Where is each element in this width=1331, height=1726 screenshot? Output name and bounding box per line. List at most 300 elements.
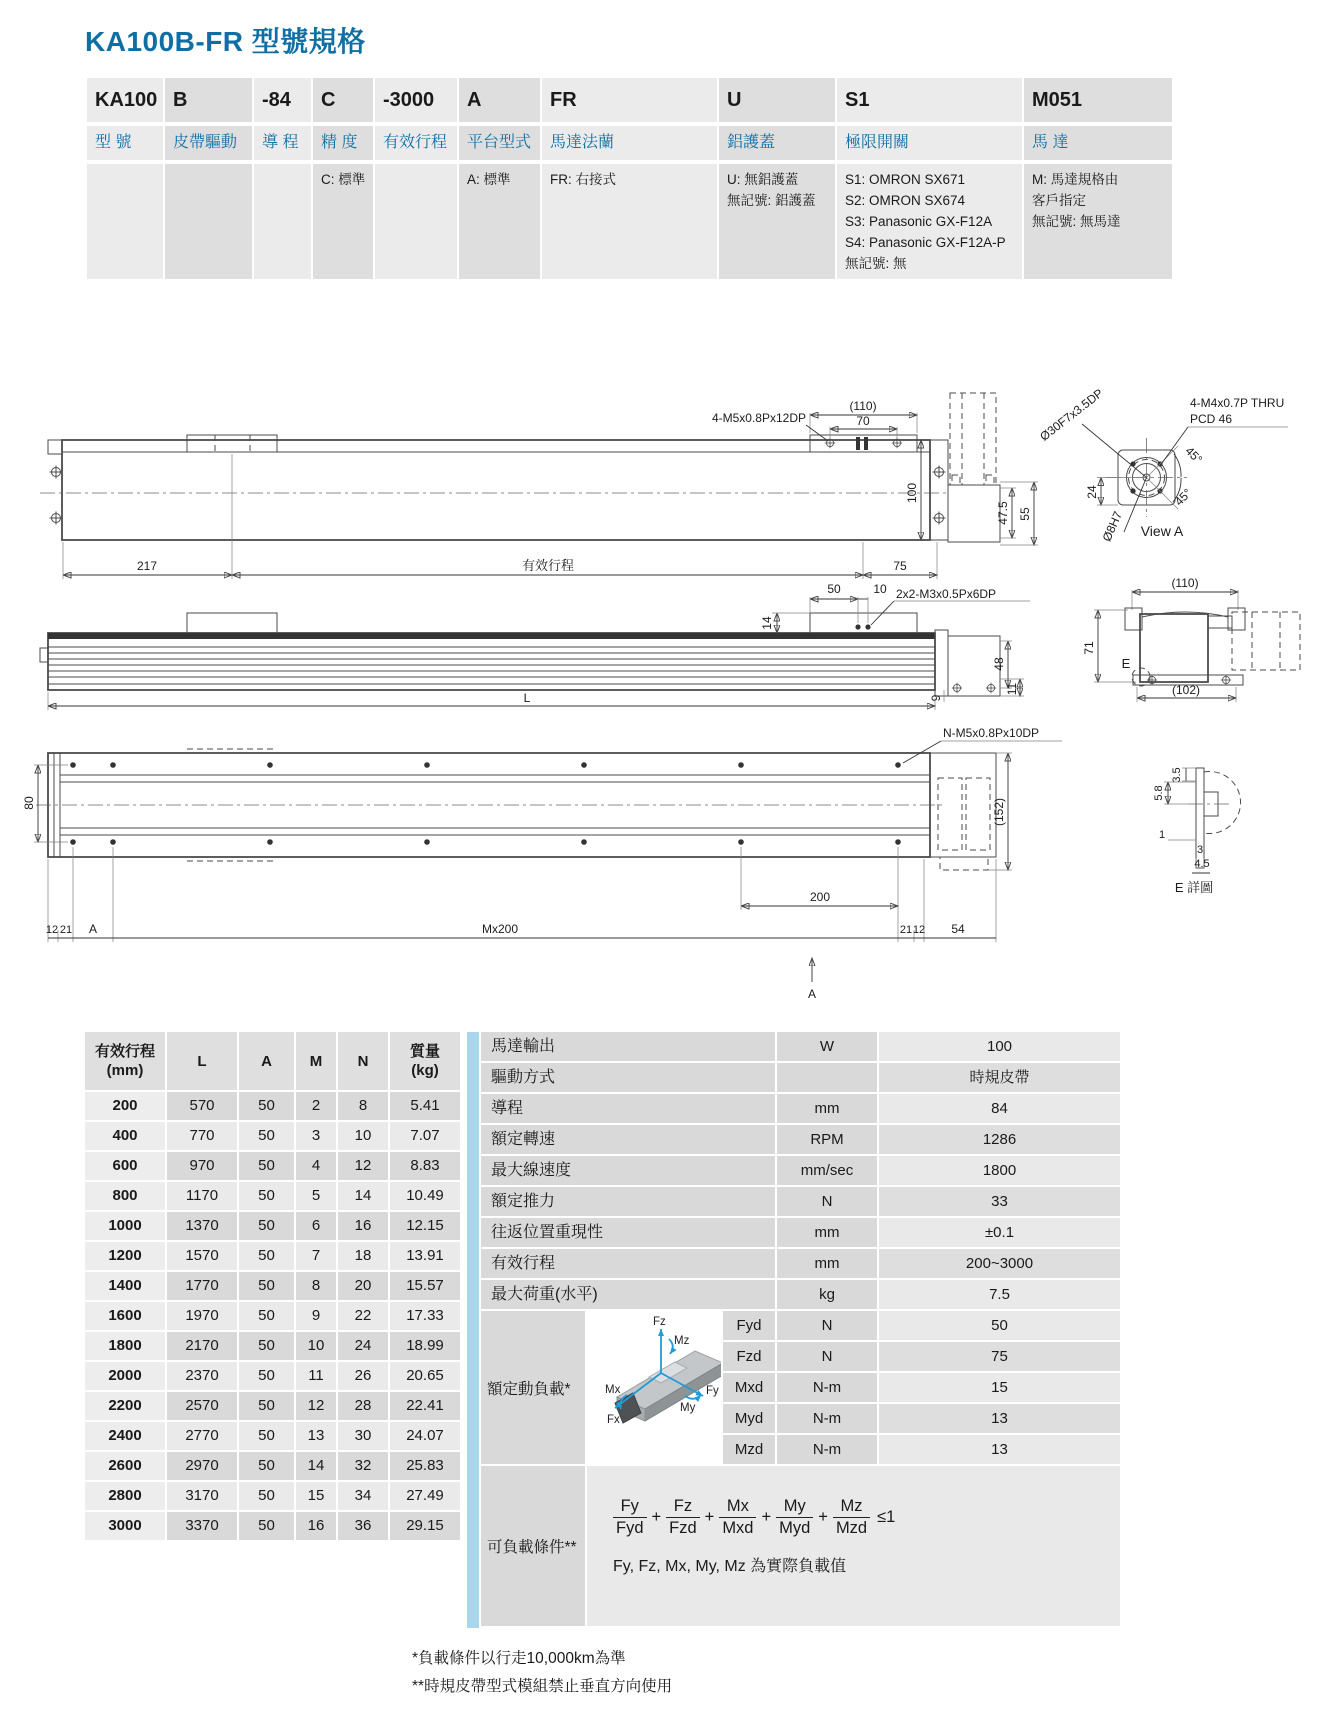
dim-cell: 2970 [167,1452,237,1480]
dim-cell: 2 [296,1092,336,1120]
thread-callout: 4-M5x0.8Px12DP [711,411,806,425]
dim-label: 4.5 [1194,858,1210,870]
dimension-grid [85,1032,460,1540]
screw-icon [933,512,946,525]
spec-unit: mm [777,1218,877,1247]
view-arrow-label: A [807,987,817,1001]
option-line: 無記號: 鋁護蓋 [727,193,816,208]
spec-value: 33 [879,1187,1120,1216]
dim-cell: 29.15 [390,1512,460,1540]
dim-cell: 50 [239,1122,294,1150]
model-part-label: 鋁護蓋 [719,126,835,160]
model-code-cell: S1 [837,78,1022,122]
dim-cell: 50 [239,1422,294,1450]
spec-row [481,1063,1120,1092]
model-part-options [165,164,252,279]
spec-label: 驅動方式 [481,1063,775,1092]
dim-label: (110) [1171,576,1199,590]
axis-label-fz: Fz [653,1316,666,1328]
dim-label: 47.5 [996,501,1010,525]
drawing-view-a [1037,386,1288,544]
dynamic-load-label: 額定動負載* [481,1311,585,1464]
stroke-cell: 1800 [85,1332,165,1360]
dim-cell: 26 [338,1362,388,1390]
model-code-cell: U [719,78,835,122]
dim-cell: 12 [338,1152,388,1180]
load-name: Fzd [723,1342,775,1371]
dim-cell: 970 [167,1152,237,1180]
model-code-cell: FR [542,78,717,122]
dim-label: (102) [1171,683,1201,697]
dim-label: 75 [893,559,907,573]
fraction-numerator: Fy [620,1497,639,1515]
bore-callout: Ø30F7x3.5DP [1037,385,1106,444]
dim-cell: 5.41 [390,1092,460,1120]
stroke-cell: 2000 [85,1362,165,1390]
dim-label: 21 [59,924,73,936]
dim-cell: 1170 [167,1182,237,1210]
formula-suffix: ≤1 [877,1508,896,1526]
screw-icon [50,466,63,479]
load-name: Mzd [723,1435,775,1464]
model-part-label: 皮帶驅動 [165,126,252,160]
load-value: 13 [879,1435,1120,1464]
spec-value: 84 [879,1094,1120,1123]
load-value: 15 [879,1373,1120,1402]
dim-cell: 8 [296,1272,336,1300]
load-value: 13 [879,1404,1120,1433]
option-line: U: 無鋁護蓋 [727,172,799,187]
dim-label: 9 [929,694,943,702]
load-unit: N-m [777,1404,877,1433]
dim-label: 14 [760,616,774,630]
dim-label: 55 [1018,507,1032,521]
dim-label: 48 [992,657,1006,671]
load-condition-formula [613,1496,1120,1539]
dim-cell: 3170 [167,1482,237,1510]
spec-label: 額定推力 [481,1187,775,1216]
dim-cell: 18 [338,1242,388,1270]
dim-cell: 1570 [167,1242,237,1270]
model-code-row [87,78,1172,122]
dim-cell: 8 [338,1092,388,1120]
model-part-options [87,164,163,279]
spec-rows [481,1032,1120,1309]
dim-cell: 5 [296,1182,336,1210]
option-line: 客戶指定 [1032,193,1086,208]
model-code-cell: -3000 [375,78,457,122]
dim-cell: 50 [239,1242,294,1270]
spec-row [481,1249,1120,1278]
model-part-options [254,164,311,279]
stroke-cell: 2800 [85,1482,165,1510]
option-line: 無記號: 無馬達 [1032,214,1121,229]
spec-value: ±0.1 [879,1218,1120,1247]
axis-label-fx: Fx [607,1414,620,1426]
dim-cell: 50 [239,1152,294,1180]
footnote-line: **時規皮帶型式模組禁止垂直方向使用 [412,1678,673,1695]
dim-label: 11 [1005,682,1019,696]
stroke-cell: 200 [85,1092,165,1120]
header-sub: (kg) [411,1062,439,1079]
view-title: View A [1140,523,1184,539]
dim-label: (152) [992,797,1006,827]
axis-label-fy: Fy [706,1385,719,1397]
dim-cell: 16 [338,1212,388,1240]
stroke-cell: 1200 [85,1242,165,1270]
pcd-callout: PCD 46 [1190,412,1233,426]
dim-label: 3.5 [1171,767,1183,783]
drawing-detail-e [1153,767,1241,895]
fraction [719,1496,756,1539]
actuator-3d-image [587,1311,721,1464]
plus-operator: + [704,1508,715,1526]
dim-cell: 14 [338,1182,388,1210]
thread-callout: 2x2-M3x0.5Px6DP [896,587,997,601]
plus-operator: + [761,1508,772,1526]
load-name: Fyd [723,1311,775,1340]
fraction-denominator: Mxd [719,1517,756,1539]
stroke-dimension-table [85,1032,460,1540]
load-row [723,1373,1120,1402]
spec-row [481,1280,1120,1309]
dim-cell: 20 [338,1272,388,1300]
spec-unit: N [777,1187,877,1216]
spec-value: 時規皮帶 [879,1063,1120,1092]
pitch-label: Mx200 [481,922,519,936]
header-title: N [357,1052,369,1070]
load-row [723,1311,1120,1340]
model-part-label: 馬達法蘭 [542,126,717,160]
dim-cell: 18.99 [390,1332,460,1360]
dim-label: 21 [899,924,913,936]
model-part-options [1024,164,1172,279]
dim-label: 200 [809,890,831,904]
dim-cell: 50 [239,1092,294,1120]
spec-unit: mm [777,1094,877,1123]
option-line: A: 標準 [467,172,511,187]
angle-label: 45° [1171,485,1195,509]
screw-icon [50,512,63,525]
drawing-profile-view [40,582,1030,710]
stroke-cell: 2200 [85,1392,165,1420]
header-title: L [197,1052,207,1070]
screw-icon [1147,675,1157,685]
spec-label: 最大荷重(水平) [481,1280,775,1309]
stroke-cell: 1600 [85,1302,165,1330]
spec-label: 往返位置重現性 [481,1218,775,1247]
fraction-denominator: Fzd [666,1517,700,1539]
axis-label-mz: Mz [674,1335,690,1347]
load-unit: N-m [777,1435,877,1464]
dim-cell: 28 [338,1392,388,1420]
option-line: S1: OMRON SX671 [845,172,966,187]
dim-cell: 1770 [167,1272,237,1300]
dim-cell: 10.49 [390,1182,460,1210]
dim-label: 24 [1085,485,1099,499]
plus-operator: + [818,1508,828,1526]
load-unit: N [777,1342,877,1371]
dim-cell: 8.83 [390,1152,460,1180]
angle-label: 45° [1182,443,1206,467]
technical-drawings [0,330,1331,1020]
dim-cell: 50 [239,1452,294,1480]
load-row [723,1342,1120,1371]
fraction [666,1496,700,1539]
load-value: 50 [879,1311,1120,1340]
option-line: S4: Panasonic GX-F12A-P [845,235,1006,250]
axis-label-my: My [680,1402,696,1414]
dim-label: 50 [827,582,841,596]
load-name: Myd [723,1404,775,1433]
stroke-cell: 600 [85,1152,165,1180]
spec-label: 有效行程 [481,1249,775,1278]
spec-value: 100 [879,1032,1120,1061]
dim-cell: 25.83 [390,1452,460,1480]
model-part-label: 導 程 [254,126,311,160]
dim-cell: 7 [296,1242,336,1270]
dim-label: (110) [849,399,877,413]
column-header [390,1032,460,1090]
model-label-row [87,126,1172,160]
column-header [338,1032,388,1090]
dim-cell: 36 [338,1512,388,1540]
header-title: 質量 [409,1043,440,1060]
spec-label: 馬達輸出 [481,1032,775,1061]
load-condition-block [481,1466,1120,1626]
stroke-cell: 2600 [85,1452,165,1480]
fraction-numerator: Mz [840,1497,863,1515]
dim-cell: 4 [296,1152,336,1180]
dim-cell: 2170 [167,1332,237,1360]
header-title: 有效行程 [94,1043,155,1060]
dim-cell: 17.33 [390,1302,460,1330]
footnote-line: *負載條件以行走10,000km為準 [412,1650,626,1667]
spec-row [481,1156,1120,1185]
stroke-cell: 1000 [85,1212,165,1240]
thread-callout: N-M5x0.8Px10DP [943,726,1040,740]
dim-cell: 30 [338,1422,388,1450]
detail-title: E 詳圖 [1174,880,1214,895]
fraction-numerator: Mx [726,1497,749,1515]
dim-cell: 50 [239,1302,294,1330]
dim-cell: 50 [239,1482,294,1510]
dim-cell: 3370 [167,1512,237,1540]
load-row [723,1404,1120,1433]
dim-cell: 9 [296,1302,336,1330]
dim-cell: 15.57 [390,1272,460,1300]
dim-cell: 6 [296,1212,336,1240]
dim-cell: 50 [239,1332,294,1360]
screw-icon [1221,675,1231,685]
load-value: 75 [879,1342,1120,1371]
load-unit: N-m [777,1373,877,1402]
spec-value: 200~3000 [879,1249,1120,1278]
dim-label: 80 [22,796,36,810]
screw-icon [986,683,996,693]
column-header [239,1032,294,1090]
model-options-row [87,164,1172,279]
stroke-label: 有效行程 [521,558,575,573]
fraction [776,1496,813,1539]
dim-cell: 50 [239,1182,294,1210]
column-header [85,1032,165,1090]
model-code-cell: A [459,78,540,122]
dim-label: 217 [136,559,158,573]
dim-cell: 2770 [167,1422,237,1450]
header-sub: (mm) [106,1062,144,1079]
stroke-cell: 1400 [85,1272,165,1300]
dim-cell: 22 [338,1302,388,1330]
option-line: S2: OMRON SX674 [845,193,966,208]
dim-cell: 12 [296,1392,336,1420]
dim-cell: 34 [338,1482,388,1510]
dim-cell: 2370 [167,1362,237,1390]
load-row [723,1435,1120,1464]
dynamic-load-block [481,1311,1120,1464]
fraction-denominator: Myd [776,1517,813,1539]
spec-value: 1286 [879,1125,1120,1154]
dim-cell: 1970 [167,1302,237,1330]
model-code-cell: KA100 [87,78,163,122]
dim-cell: 12.15 [390,1212,460,1240]
motor-spec-table [481,1032,1120,1626]
stroke-cell: 3000 [85,1512,165,1540]
spec-label: 最大線速度 [481,1156,775,1185]
spec-unit: W [777,1032,877,1061]
fraction [613,1496,647,1539]
model-part-label: 精 度 [313,126,373,160]
model-part-label: 極限開關 [837,126,1022,160]
spec-value: 1800 [879,1156,1120,1185]
dim-label: 5.8 [1153,785,1165,801]
dim-cell: 1370 [167,1212,237,1240]
axis-label-mx: Mx [605,1384,621,1396]
stroke-cell: 400 [85,1122,165,1150]
model-part-options [313,164,373,279]
spec-row [481,1218,1120,1247]
dim-label: 71 [1082,641,1096,655]
dim-cell: 24 [338,1332,388,1360]
dim-label: 70 [856,414,870,428]
dim-cell: 13.91 [390,1242,460,1270]
model-part-options [542,164,717,279]
column-header [167,1032,237,1090]
dim-cell: 50 [239,1362,294,1390]
dim-cell: 24.07 [390,1422,460,1450]
dim-label: 10 [873,582,887,596]
dim-cell: 32 [338,1452,388,1480]
stroke-cell: 800 [85,1182,165,1210]
model-code-cell: B [165,78,252,122]
plus-operator: + [651,1508,662,1526]
load-condition-content [587,1466,1120,1626]
dim-cell: 50 [239,1512,294,1540]
model-part-options [719,164,835,279]
drawing-section-view [1082,576,1300,702]
dim-cell: 16 [296,1512,336,1540]
model-part-label: 平台型式 [459,126,540,160]
dim-cell: 50 [239,1212,294,1240]
dim-cell: 3 [296,1122,336,1150]
detail-mark: E [1121,656,1131,671]
model-part-label: 馬 達 [1024,126,1172,160]
option-line: M: 馬達規格由 [1032,172,1119,187]
model-code-cell: -84 [254,78,311,122]
option-line: S3: Panasonic GX-F12A [845,214,993,229]
spec-row [481,1125,1120,1154]
stroke-cell: 2400 [85,1422,165,1450]
spec-unit: RPM [777,1125,877,1154]
dim-label: 12 [912,924,926,936]
spec-label: 額定轉速 [481,1125,775,1154]
spec-unit [777,1063,877,1092]
fraction-numerator: My [783,1497,806,1515]
dim-cell: 10 [338,1122,388,1150]
dim-cell: 770 [167,1122,237,1150]
dim-cell: 2570 [167,1392,237,1420]
option-line: 無記號: 無 [845,256,907,271]
fraction-denominator: Mzd [833,1517,870,1539]
dim-cell: 50 [239,1392,294,1420]
dim-label: A [88,922,98,936]
dim-cell: 7.07 [390,1122,460,1150]
column-header [296,1032,336,1090]
spec-row [481,1187,1120,1216]
footnotes [412,1645,672,1701]
model-part-options [837,164,1022,279]
page-title: KA100B-FR 型號規格 [85,26,366,57]
dim-label: 3 [1196,844,1204,856]
spec-value: 7.5 [879,1280,1120,1309]
dim-cell: 570 [167,1092,237,1120]
screw-icon [952,683,962,693]
model-part-label: 有效行程 [375,126,457,160]
spec-row [481,1032,1120,1061]
fraction [833,1496,870,1539]
drawing-side-view [40,393,1038,579]
model-code-table [87,78,1172,279]
bore-label: Ø8H7 [1099,509,1126,544]
screw-icon [933,466,946,479]
model-part-options [375,164,457,279]
dim-label: 100 [905,482,919,504]
load-name: Mxd [723,1373,775,1402]
spec-unit: mm/sec [777,1156,877,1185]
model-code-cell: M051 [1024,78,1172,122]
header-title: A [261,1052,272,1070]
dim-cell: 14 [296,1452,336,1480]
dim-cell: 50 [239,1272,294,1300]
spec-row [481,1094,1120,1123]
dim-cell: 13 [296,1422,336,1450]
drawing-plan-view [22,726,1062,1001]
spec-unit: kg [777,1280,877,1309]
fraction-numerator: Fz [673,1497,693,1515]
spec-unit: mm [777,1249,877,1278]
dim-label: 12 [45,924,59,936]
dim-cell: 15 [296,1482,336,1510]
spec-label: 導程 [481,1094,775,1123]
header-title: M [309,1052,323,1070]
dim-cell: 22.41 [390,1392,460,1420]
model-code-cell: C [313,78,373,122]
dim-cell: 11 [296,1362,336,1390]
dim-cell: 20.65 [390,1362,460,1390]
model-part-options [459,164,540,279]
dim-label: 1 [1158,829,1166,841]
thread-callout: 4-M4x0.7P THRU [1190,396,1285,410]
